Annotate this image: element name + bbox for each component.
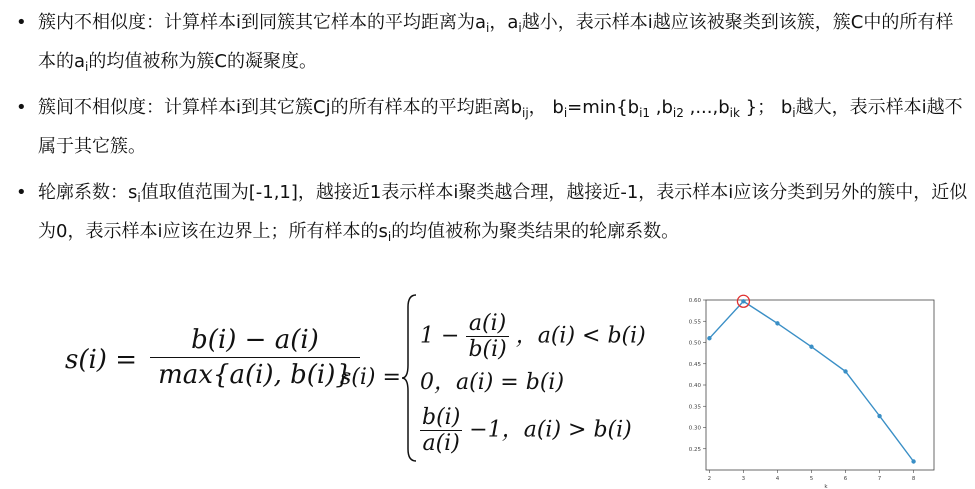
- bullet-text: 越大，表示样本i越不属于其它簇。: [38, 97, 963, 157]
- bullet-text: ,b: [650, 97, 673, 118]
- x-tick-label: 7: [877, 476, 882, 482]
- bullet-text: ，a: [489, 12, 519, 33]
- silhouette-line-chart: [670, 292, 960, 489]
- formula-lhs: s(i) =: [340, 365, 401, 390]
- case-equal: [420, 365, 564, 396]
- x-tick-label: 3: [741, 476, 746, 482]
- bullet-text: }； b: [739, 97, 793, 118]
- subscript: ik: [729, 106, 740, 120]
- data-point: [911, 459, 915, 463]
- case-condition: −1，a(i) > b(i): [469, 417, 632, 443]
- case-denominator: b(i): [468, 337, 507, 362]
- case-denominator: a(i): [422, 431, 460, 456]
- case-prefix: 1 −: [420, 323, 460, 349]
- x-tick-label: 2: [707, 476, 712, 482]
- bullet-text: 的均值被称为簇C的凝聚度。: [88, 51, 317, 72]
- data-point: [775, 321, 779, 325]
- case-greater-than: [420, 405, 632, 456]
- subscript: i: [137, 191, 141, 205]
- subscript: i: [563, 106, 568, 120]
- x-tick-label: 4: [775, 476, 780, 482]
- plot-frame: [706, 300, 934, 470]
- formula-numerator: b(i) − a(i): [191, 325, 319, 355]
- formula-denominator: max{a(i), b(i)}: [158, 360, 352, 390]
- case-fraction: [420, 405, 462, 456]
- case-condition: 0，a(i) = b(i): [420, 370, 565, 395]
- subscript: i: [518, 21, 522, 35]
- subscript: i2: [672, 106, 684, 120]
- bullet-text: 簇内不相似度：计算样本i到同簇其它样本的平均距离为a: [38, 12, 487, 33]
- data-point: [707, 336, 711, 340]
- left-brace: [402, 293, 418, 463]
- case-numerator: a(i): [466, 311, 508, 337]
- data-point: [741, 299, 745, 303]
- series-line: [709, 301, 913, 461]
- bullet-text: 越小，表示样本i越应该被聚类到该簇，簇C中的所有样本的a: [38, 12, 954, 72]
- bullet-text: =min{b: [567, 97, 640, 118]
- y-tick-label: 0.55: [688, 319, 701, 326]
- y-tick-label: 0.40: [688, 383, 701, 389]
- bullet-text: 值取值范围为[-1,1]，越接近1表示样本i聚类越合理，越接近-1，表示样本i应该分类到另外的簇中，近似为0，表示样本i应该在边界上；所有样本的s: [38, 182, 968, 242]
- subscript: i: [387, 230, 392, 244]
- bullet-silhouette: [16, 176, 968, 254]
- subscript: i: [85, 60, 89, 74]
- bullet-text: ,...,b: [683, 97, 730, 118]
- bullet-text: 的均值被称为聚类结果的轮廓系数。: [391, 221, 680, 242]
- subscript: i: [792, 106, 796, 120]
- y-tick-label: 0.50: [688, 340, 701, 347]
- case-condition: ，a(i) < b(i): [515, 323, 646, 349]
- subscript: i1: [639, 106, 651, 120]
- subscript: ij: [522, 106, 529, 120]
- x-tick-label: 5: [809, 476, 814, 482]
- y-tick-label: 0.45: [688, 361, 701, 368]
- case-fraction: [466, 311, 508, 362]
- bullet-inter-cluster: [16, 91, 968, 164]
- y-tick-label: 0.60: [688, 298, 701, 304]
- y-tick-label: 0.25: [688, 446, 701, 453]
- bullet-text: 轮廓系数：s: [38, 182, 138, 203]
- y-tick-label: 0.30: [688, 425, 701, 432]
- case-less-than: [420, 311, 646, 362]
- x-axis-label: k: [824, 484, 828, 489]
- formula-fraction: [150, 325, 360, 390]
- bullet-text: 簇间不相似度：计算样本i到其它簇Cj的所有样本的平均距离b: [38, 97, 522, 118]
- case-numerator: b(i): [422, 405, 461, 430]
- y-tick-label: 0.35: [688, 404, 701, 411]
- formula-lhs: s(i) =: [65, 345, 137, 375]
- data-point: [809, 345, 813, 349]
- data-point: [843, 369, 847, 373]
- bullet-text: ， b: [528, 97, 564, 118]
- bullet-intra-cluster: [16, 6, 968, 84]
- x-tick-label: 8: [911, 476, 916, 482]
- x-tick-label: 6: [843, 476, 848, 482]
- data-point: [877, 414, 881, 418]
- subscript: i: [486, 21, 490, 35]
